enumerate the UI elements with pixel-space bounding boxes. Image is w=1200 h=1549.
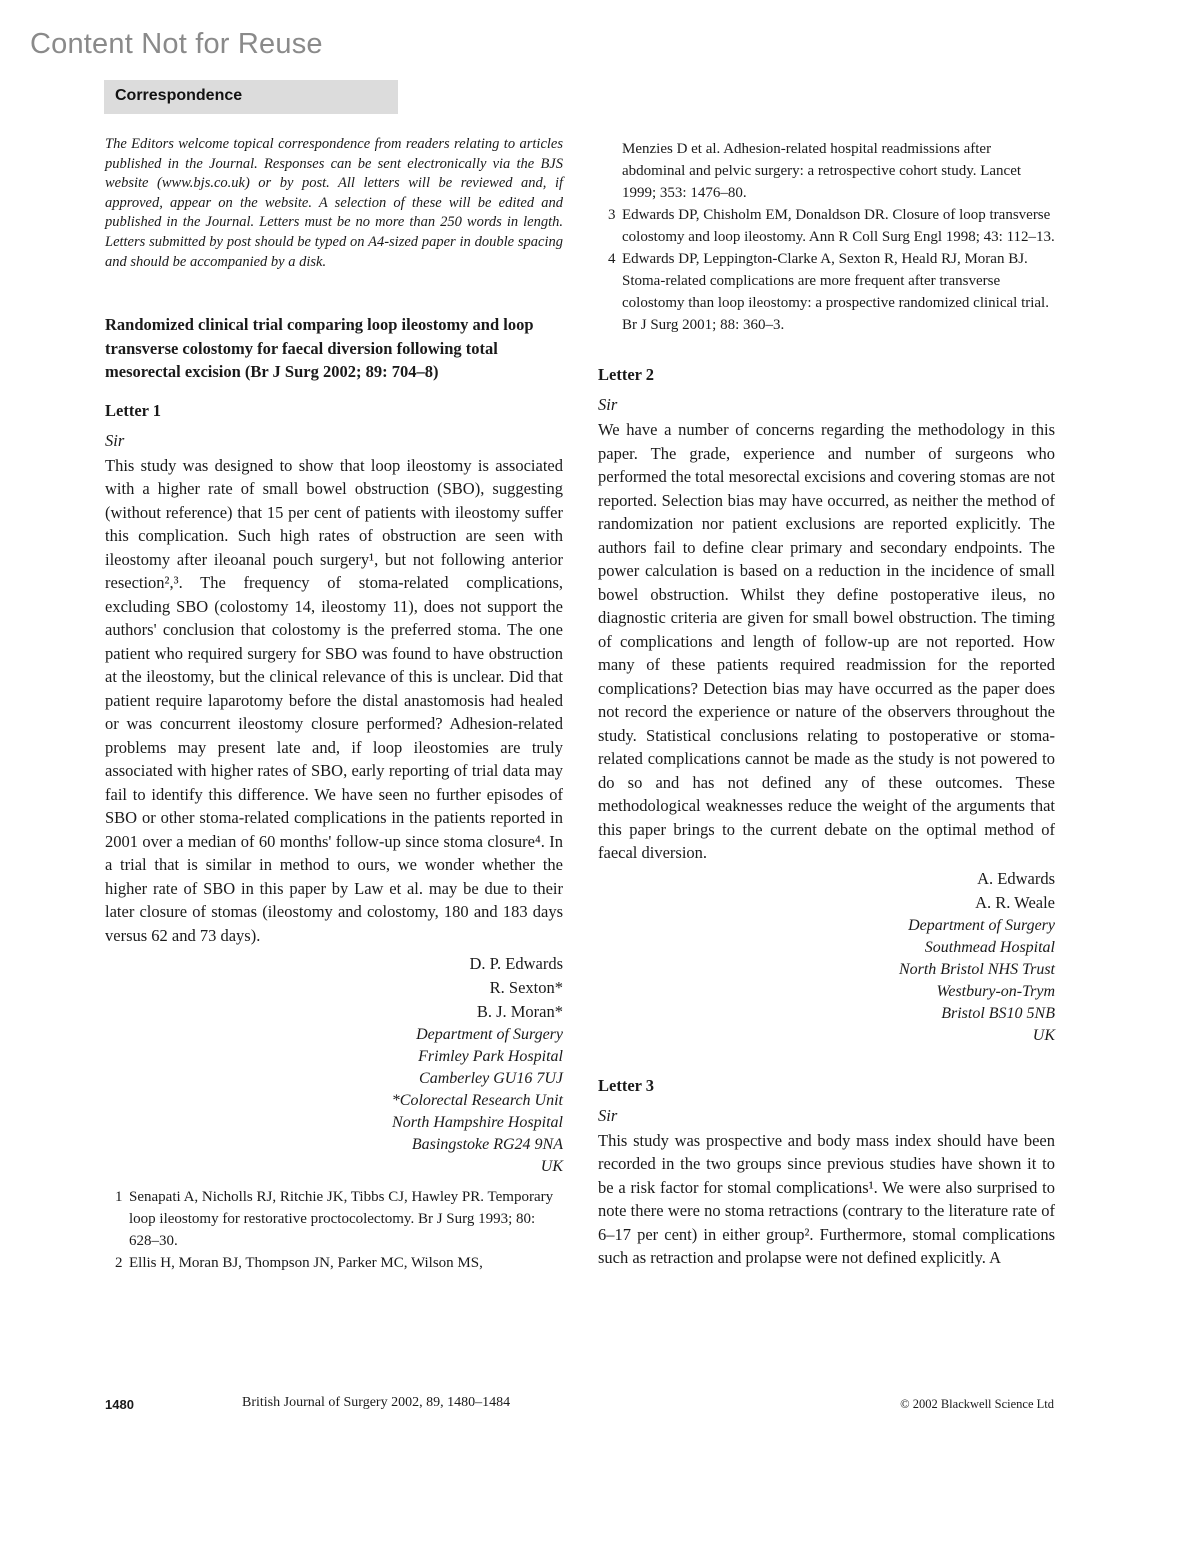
affiliation-line: UK (1032, 1026, 1055, 1044)
reference-text: Menzies D et al. Adhesion-related hospital readmissions after abdominal and pelvic surgery: a retrospective cohort study. Lancet 1999; 353: 1476–80. (622, 141, 1022, 201)
reference-number: 3 (608, 207, 616, 223)
affiliation-line: Department of Surgery (908, 916, 1055, 934)
watermark: Content Not for Reuse (30, 28, 323, 60)
affiliation-line: *Colorectal Research Unit (391, 1092, 563, 1110)
copyright: © 2002 Blackwell Science Ltd (900, 1397, 1054, 1411)
affiliation-line: Department of Surgery (416, 1026, 563, 1044)
letter1-heading: Letter 1 (105, 400, 162, 420)
letter1-body: This study was designed to show that loop ileostomy is associated with a higher rate of small bowel obstruction (SBO), suggesting (without reference) that 15 per cent of patients with ileostomy suffer this complication. Such high rates of obstruction are seen with ileostomy after ileoanal pouch surgery¹, but not following anterior resection²,³. The frequency of stoma-related complications, excluding SBO (colostomy 14, ileostomy 11), does not support the authors' conclusion that colostomy is the preferred stoma. The one patient who required surgery for SBO was found to have obstruction at the ileostomy, but the clinical relevance of this is unclear. Did that patient require laparotomy before the distal anastomosis had healed or was concurrent ileostomy closure performed? Adhesion-related problems may present late and, if loop ileostomies are truly associated with higher rates of SBO, early reporting of trial data may fail to identify this difference. We have seen no further episodes of SBO or other stoma-related complications in the patients reported in 2001 over a median of 60 months' follow-up since stoma closure⁴. In a trial that is similar in method to ours, we wonder whether the higher rate of SBO in this paper by Law et al. may be due to their later closure of stomas (ileostomy and colostomy, 180 and 183 days versus 62 and 73 days). (105, 455, 563, 945)
affiliation-line: Bristol BS10 5NB (941, 1004, 1055, 1022)
author: B. J. Moran* (476, 1002, 563, 1022)
section-header (104, 80, 398, 114)
affiliation-line: North Bristol NHS Trust (898, 960, 1055, 978)
letter1-references (105, 1186, 563, 1274)
affiliation-line: North Hampshire Hospital (392, 1114, 563, 1132)
letter3-body: This study was prospective and body mass index should have been recorded in the two groups since previous studies have shown it to be a risk factor for stomal complications¹. We were also surprised to note there were no stoma retractions (contrary to the literature rate of 6–17 per cent) in either group². Furthermore, stomal complications such as retraction and prolapse were not defined explicitly. A (598, 1130, 1055, 1267)
affiliation-line: Southmead Hospital (924, 938, 1055, 956)
reference-text: Edwards DP, Chisholm EM, Donaldson DR. Closure of loop transverse colostomy and loop ileostomy. Ann R Coll Surg Engl 1998; 43: 112–13. (622, 207, 1055, 245)
letter2-heading: Letter 2 (598, 365, 655, 384)
reference-text: Edwards DP, Leppington-Clarke A, Sexton R, Heald RJ, Moran BJ. Stoma-related complications are more frequent after transverse colostomy than loop ileostomy: a prospective randomized clinical trial. Br J Surg 2001; 88: 360–3. (622, 251, 1049, 333)
reference-item (105, 1252, 563, 1274)
letter1-authors (105, 952, 563, 1024)
reference-item (598, 248, 1055, 336)
reference-number: 1 (115, 1189, 123, 1206)
letter1-references-continued (598, 138, 1055, 336)
letter1-salutation: Sir (105, 430, 125, 450)
reference-text: Ellis H, Moran BJ, Thompson JN, Parker MC, Wilson MS, (129, 1255, 483, 1272)
reference-text: Senapati A, Nicholls RJ, Ritchie JK, Tibbs CJ, Hawley PR. Temporary loop ileostomy for restorative proctocolectomy. Br J Surg 1993; 80: 628–30. (129, 1189, 554, 1250)
affiliation-line: Basingstoke RG24 9NA (411, 1136, 563, 1154)
journal-citation: British Journal of Surgery 2002, 89, 1480–1484 (242, 1395, 511, 1410)
affiliation-line: Frimley Park Hospital (418, 1048, 563, 1066)
affiliation-line: Westbury-on-Trym (936, 982, 1055, 1000)
author: R. Sexton* (489, 978, 563, 998)
reference-item (105, 1186, 563, 1252)
letter2-affiliation (598, 915, 1055, 1047)
letter2-body: We have a number of concerns regarding the methodology in this paper. The grade, experience and number of surgeons who performed the total mesorectal excisions and covering stomas are not reported. Selection bias may have occurred, as neither the method of randomization nor patient exclusions are reported explicitly. The authors fail to define clear primary and secondary endpoints. The power calculation is based on a reduction in the incidence of small bowel obstruction. Whilst they define postoperative ileus, no diagnostic criteria are given for small bowel obstruction. The timing of complications and length of follow-up are not reported. How many of these patients required readmission for the reported complications? Detection bias may have occurred as the paper does not record the experience or nature of the observers throughout the study. Statistical conclusions relating to postoperative or stoma-related complications cannot be made as the study is not powered to do so and has not defined any of these outcomes. These methodological weaknesses reduce the weight of the arguments that this paper brings to the current debate on the optimal method of faecal diversion. (598, 420, 1055, 862)
affiliation-line: UK (540, 1158, 563, 1176)
page-number: 1480 (105, 1397, 134, 1412)
author: D. P. Edwards (469, 954, 563, 974)
letter2-salutation: Sir (598, 395, 618, 414)
affiliation-line: Camberley GU16 7UJ (419, 1070, 563, 1088)
editorial-note: The Editors welcome topical correspondence from readers relating to articles published in the Journal. Responses can be sent electronically via the BJS website (www.bjs.co.uk) or by post. All letters will be reviewed and, if approved, appear on the website. A selection of these will be edited and published in the Journal. Letters must be no more than 250 words in length. Letters submitted by post should be typed on A4-sized paper in double spacing and should be accompanied by a disk. (105, 136, 563, 270)
left-column (105, 135, 563, 1274)
reference-number: 4 (608, 251, 616, 267)
reference-item (598, 138, 1055, 204)
reference-item (598, 204, 1055, 248)
letter3-heading: Letter 3 (598, 1075, 655, 1095)
author: A. R. Weale (975, 892, 1055, 912)
section-title: Correspondence (115, 87, 243, 104)
letter1-affiliation (105, 1024, 563, 1178)
article-title: Randomized clinical trial comparing loop ileostomy and loop transverse colostomy for faecal diversion following total mesorectal excision (Br J Surg 2002; 89: 704–8) (105, 315, 534, 382)
author: A. Edwards (977, 868, 1055, 888)
letter2-authors (598, 867, 1055, 915)
reference-number: 2 (115, 1255, 123, 1272)
letter3-salutation: Sir (598, 1105, 618, 1125)
right-column (598, 138, 1055, 1270)
